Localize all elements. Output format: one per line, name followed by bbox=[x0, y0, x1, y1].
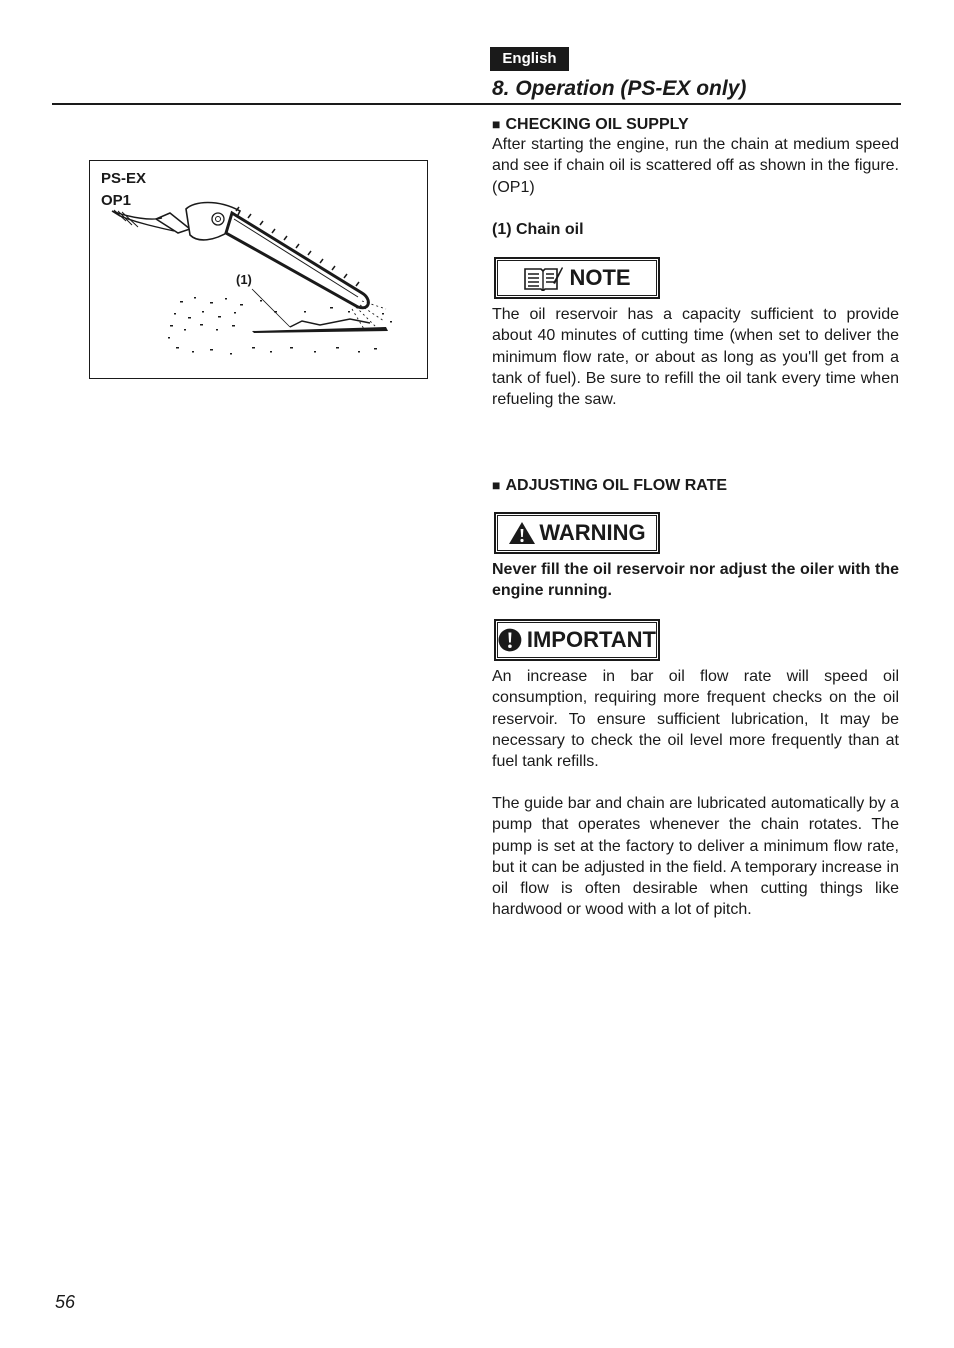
warning-label: WARNING bbox=[539, 520, 646, 545]
important-paragraph-2: The guide bar and chain are lubricated automatically by a pump that operates whenever the chain rotates. The pump is set at the factory to deliver a minimum flow rate, but it can be adjusted in the field. A temporary increase in oil flow is often desirable when cutting things like hardwood or wood with a lot of pitch. bbox=[492, 795, 899, 919]
header-divider bbox=[52, 103, 901, 105]
note-box bbox=[494, 257, 660, 299]
section-heading-adjusting-oil: ■ ADJUSTING OIL FLOW RATE bbox=[492, 477, 728, 494]
figure-legend-chain-oil: (1) Chain oil bbox=[492, 221, 584, 238]
warning-box bbox=[494, 512, 660, 554]
page-title: 8. Operation (PS-EX only) bbox=[492, 77, 747, 100]
warning-triangle-icon bbox=[508, 521, 536, 545]
important-label: IMPORTANT bbox=[526, 627, 656, 652]
figure-model-label: PS-EX bbox=[101, 170, 147, 187]
note-paragraph: The oil reservoir has a capacity sufficient to provide about 40 minutes of cutting time (when set to deliver the minimum flow rate, or about as long as you'll get from a tank of fuel). Be sure to refill the oil tank every time when refueling the saw. bbox=[492, 306, 899, 409]
chainsaw-illustration bbox=[90, 161, 429, 380]
section-marker: ■ bbox=[492, 477, 501, 493]
section-heading-checking-oil: ■ CHECKING OIL SUPPLY bbox=[492, 116, 689, 133]
book-pencil-icon bbox=[523, 265, 563, 291]
important-box bbox=[494, 619, 660, 661]
figure-callout-label: (1) bbox=[236, 272, 252, 287]
note-label: NOTE bbox=[569, 265, 631, 290]
section-marker: ■ bbox=[492, 116, 501, 132]
page-number: 56 bbox=[55, 1292, 76, 1312]
figure-op1 bbox=[89, 160, 428, 379]
warning-paragraph: Never fill the oil reservoir nor adjust the oiler with the engine running. bbox=[492, 561, 899, 600]
figure-id-label: OP1 bbox=[101, 192, 132, 209]
important-paragraph-1: An increase in bar oil flow rate will speed oil consumption, requiring more frequent checks on the oil reservoir. To ensure sufficient lubrication, It may be necessary to check the oil level more frequently than at fuel tank refills. bbox=[492, 668, 899, 771]
language-tag: English bbox=[490, 47, 569, 71]
exclamation-circle-icon bbox=[498, 628, 522, 652]
checking-oil-paragraph: After starting the engine, run the chain at medium speed and see if chain oil is scattered off as shown in the figure. (OP1) bbox=[492, 136, 899, 196]
